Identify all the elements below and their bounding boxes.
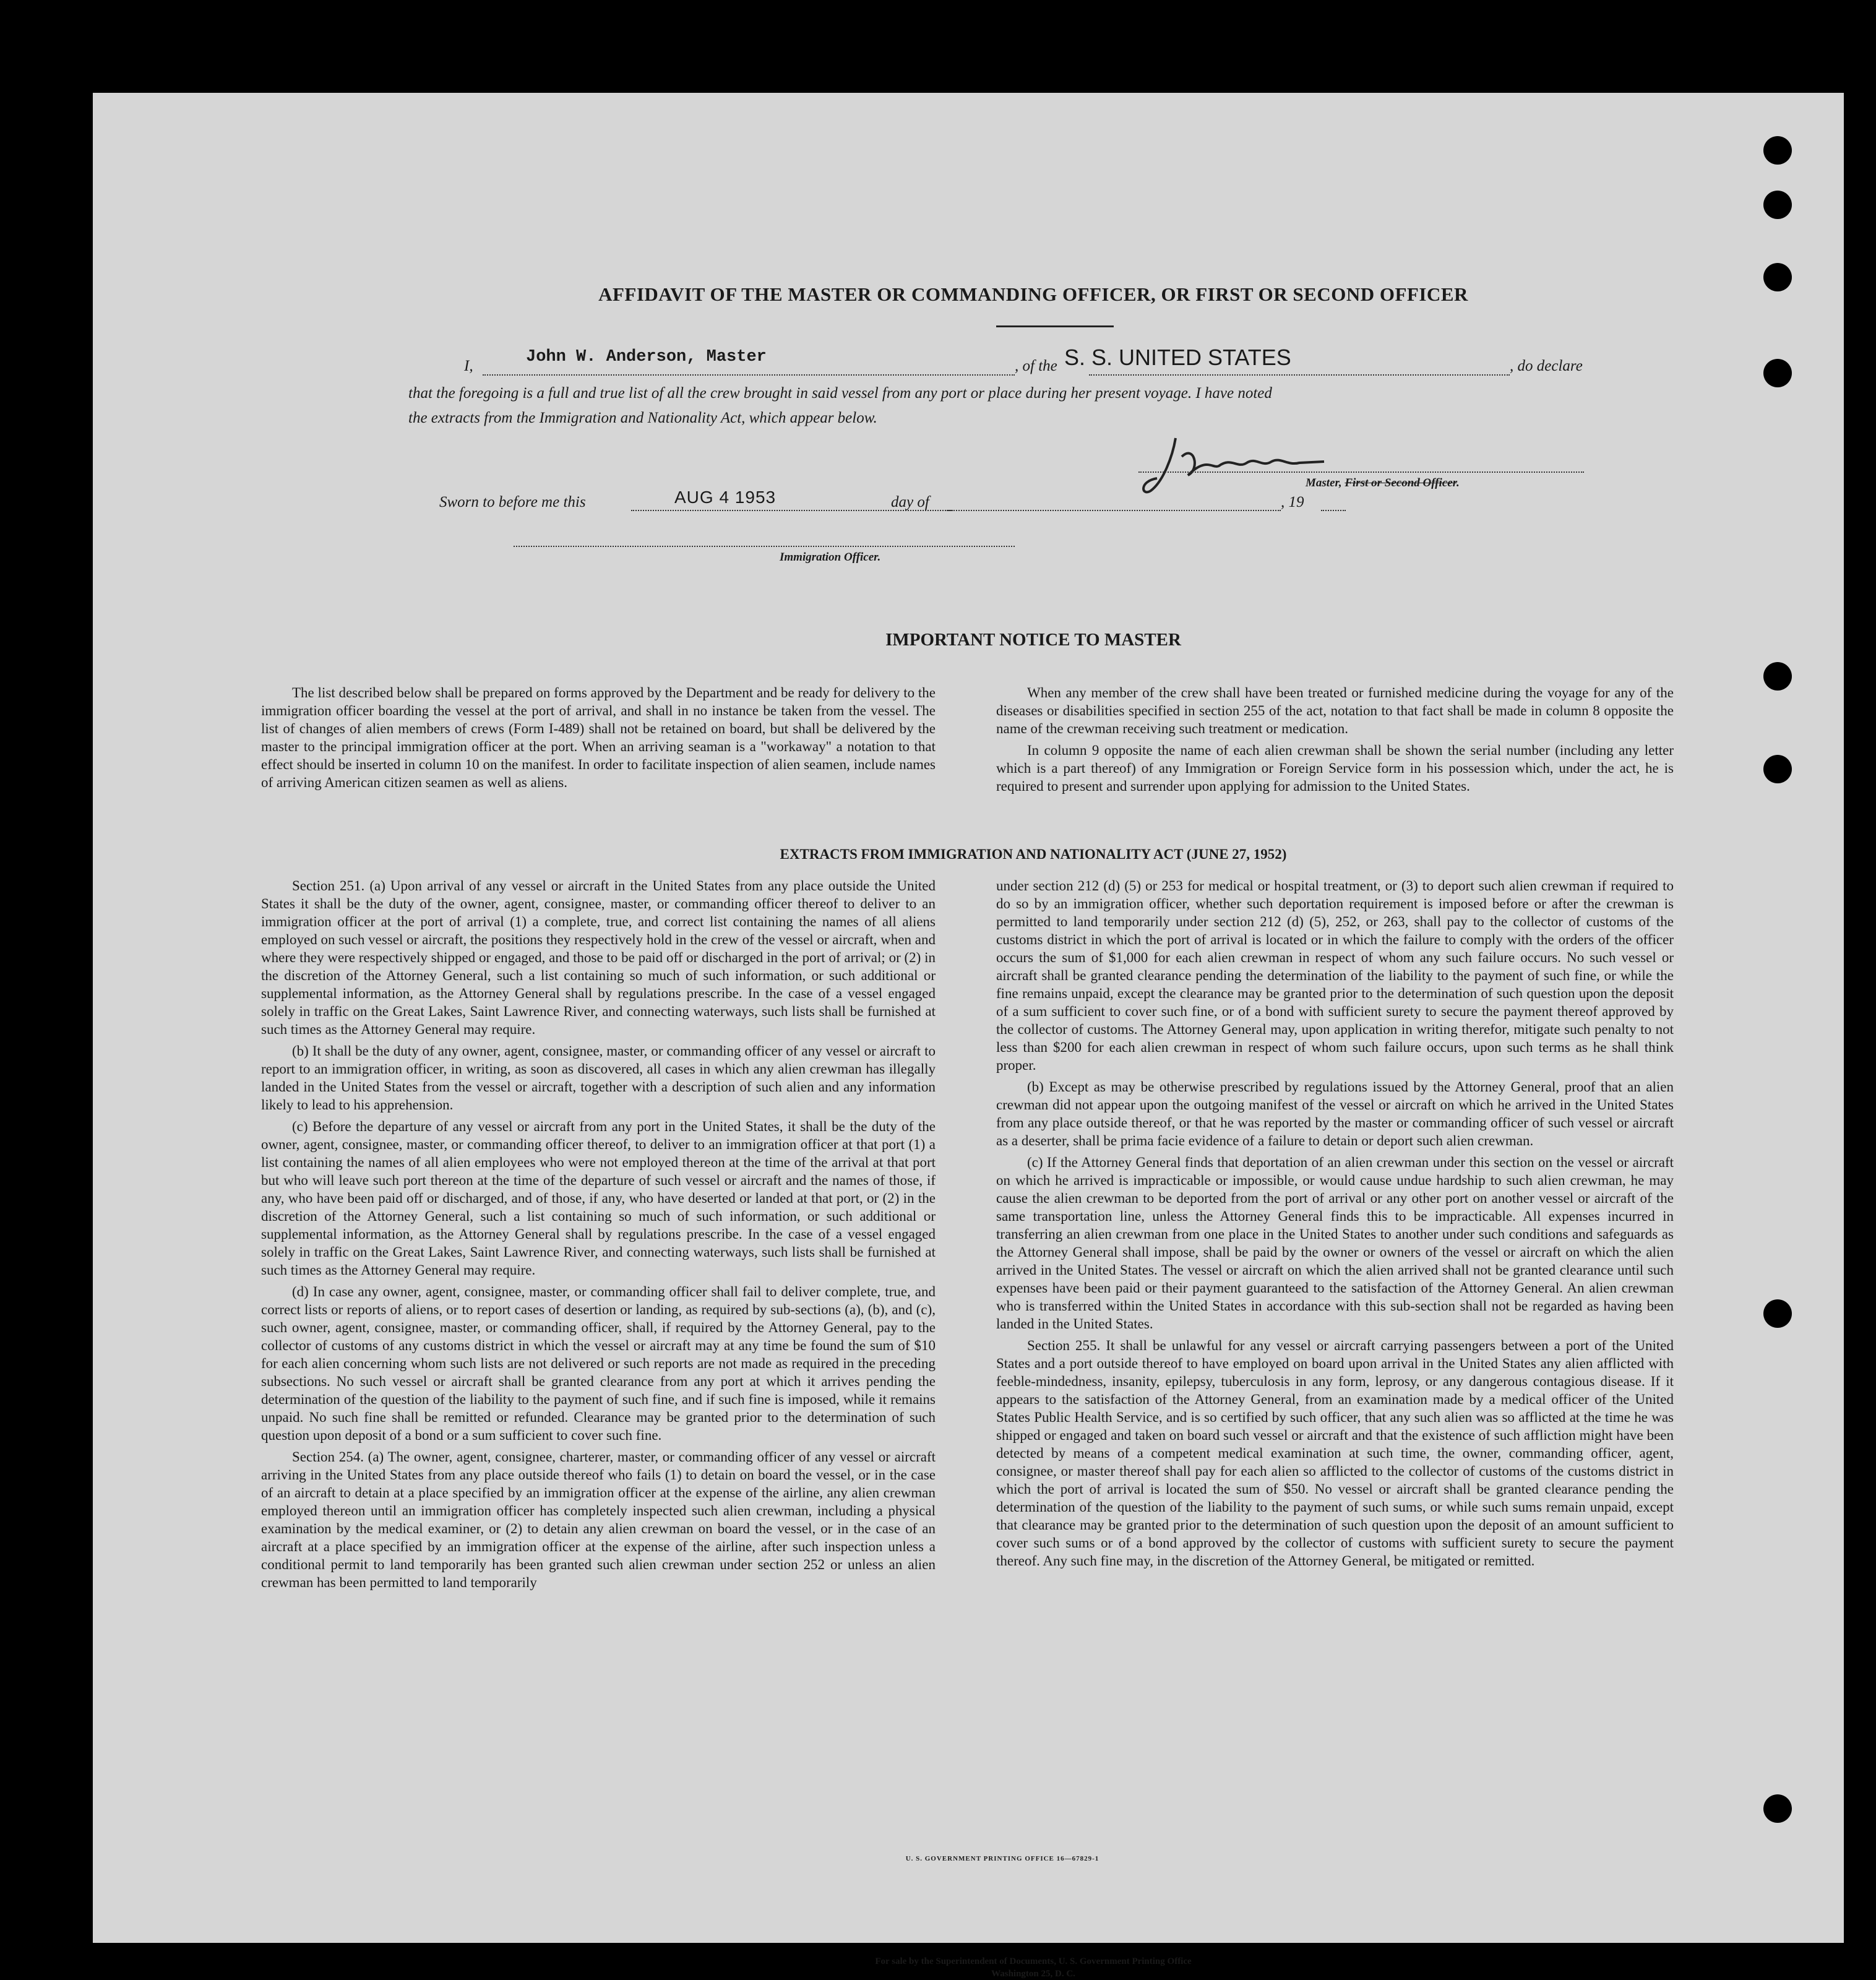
of-the-label: , of the	[1015, 358, 1057, 374]
extracts-left-column	[261, 877, 936, 1595]
signature-fill-line	[1138, 471, 1584, 473]
section-255: Section 255. It shall be unlawful for any vessel or aircraft carrying passengers between a port of the United States and a port outside thereof to have employed on board upon arrival in the United States any alien afflicted with feeble-mindedness, insanity, epilepsy, tuberculosis in any form, leprosy, or any dangerous contagious disease. If it appears to the satisfaction of the Attorney General, from an examination made by a medical officer of the United States Public Health Service, and is so certified by such officer, that any such alien was so afflicted at the time he was shipped or engaged and taken on board such vessel or aircraft and that the existence of such affliction might have been detected by means of a competent medical examination at such time, the owner, commanding officer, agent, consignee, or master thereof shall pay for each alien so afflicted to the collector of customs of the customs district in which the port of arrival is located the sum of $50. No vessel or aircraft shall be granted clearance pending the determination of the question of the liability to the payment of such sums, or while such sums remain unpaid, except that clearance may be granted prior to the determination of such question upon the deposit of an amount sufficient to cover such sums or of a bond approved by the collector of customs with sufficient surety to secure the payment thereof. Any such fine may, in the discretion of the Attorney General, be mitigated or remitted.	[996, 1338, 1674, 1569]
punch-hole	[1763, 1794, 1792, 1823]
statement-line-1: that the foregoing is a full and true list of all the crew brought in said vessel from any port or place during her present voyage. I have noted	[408, 385, 1272, 402]
section-251-d: (d) In case any owner, agent, consignee, master, or commanding officer shall fail to deliver complete, true, and correct lists or reports of aliens, or to report cases of desertion or landing, as required by sub-sections (a), (b), and (c), such owner, agent, consignee, master, or commanding officer, shall, if required by the Attorney General, pay to the collector of customs of any customs district in which the vessel or aircraft may at any time be found the sum of $10 for each alien concerning whom such lists are not delivered or such reports are not made as required in the preceding subsections. No such vessel or aircraft shall be granted clearance from any port at which it arrives pending the determination of the question of the liability to the payment of such fine, and if such fine is imposed, while it remains unpaid. No such fine shall be remitted or refunded. Clearance may be granted prior to the determination of such question upon deposit of a bond or a sum sufficient to cover such fine.	[261, 1284, 936, 1443]
section-254-c: (c) If the Attorney General finds that deportation of an alien crewman under this section on the vessel or aircraft on which he arrived is impracticable or impossible, or would cause undue hardship to such alien crewman, he may cause the alien crewman to be deported from the port of arrival or any other port on another vessel or aircraft of the same transportation line, unless the Attorney General finds this to be impracticable. All expenses incurred in transferring an alien crewman from one place in the United States to another under such conditions and safeguards as the Attorney General shall impose, shall be paid by the owner or owners of the vessel or aircraft on which the alien arrived in the United States. The vessel or aircraft on which the alien arrived shall not be granted clearance until such expenses have been paid or their payment guaranteed to the satisfaction of the Attorney General. An alien crewman who is transferred within the United States in accordance with this sub-section shall not be regarded as having been landed in the United States.	[996, 1155, 1674, 1332]
punch-hole	[1763, 263, 1792, 291]
i-label: I,	[464, 358, 473, 374]
immigration-officer-caption: Immigration Officer.	[780, 551, 881, 564]
master-signature	[1138, 432, 1374, 506]
signer-caption	[1306, 476, 1460, 490]
notice-title: IMPORTANT NOTICE TO MASTER	[885, 630, 1181, 650]
year-fill-line	[1321, 510, 1346, 511]
statement-line-2: the extracts from the Immigration and Nationality Act, which appear below.	[408, 410, 877, 426]
sale-footer-line-1: For sale by the Superintendent of Documents, U. S. Government Printing Office	[875, 1956, 1192, 1966]
affidavit-title: AFFIDAVIT OF THE MASTER OR COMMANDING OFFICER, OR FIRST OR SECOND OFFICER	[598, 283, 1468, 305]
do-declare-label: , do declare	[1510, 358, 1583, 374]
signer-caption-struck: First or Second Officer	[1345, 476, 1457, 489]
section-251-b: (b) It shall be the duty of any owner, agent, consignee, master, or commanding officer of any vessel or aircraft to report to an immigration officer, in writing, as soon as discovered, all cases in which any alien crewman has illegally landed in the United States from the vessel or aircraft, together with a description of such alien and any information likely to lead to his apprehension.	[261, 1043, 936, 1113]
notice-right-paragraph-1: When any member of the crew shall have been treated or furnished medicine during the voyage for any of the diseases or disabilities specified in section 255 of the act, notation to that fact shall be made in column 8 opposite the name of the crewman receiving such treatment or medication.	[996, 685, 1674, 736]
punch-hole	[1763, 662, 1792, 691]
punch-hole	[1763, 755, 1792, 783]
immigration-officer-fill-line	[514, 546, 1015, 547]
signer-caption-end: .	[1456, 476, 1460, 489]
day-of-label: day of	[891, 494, 929, 510]
notice-left-column	[261, 684, 936, 795]
year-prefix: , 19	[1281, 494, 1304, 510]
punch-hole	[1763, 191, 1792, 219]
section-254-a: Section 254. (a) The owner, agent, consignee, charterer, master, or commanding officer of any vessel or aircraft arriving in the United States from any place outside thereof who fails (1) to detain on board the vessel, or in the case of an aircraft to detain at a place specified by an immigration officer at the expense of the airline, any alien crewman employed thereon until an immigration officer has completely inspected such alien crewman, including a physical examination by the medical examiner, or (2) to detain any alien crewman on board the vessel, or in the case of an aircraft at a place specified by an immigration officer at the expense of the airline, after such inspection unless a conditional permit to land temporarily has been granted such alien crewman under section 252 or unless an alien crewman has been permitted to land temporarily	[261, 1449, 936, 1590]
declarant-name: John W. Anderson, Master	[526, 348, 767, 366]
punch-hole	[1763, 359, 1792, 387]
notice-right-column	[996, 684, 1674, 799]
section-254-b: (b) Except as may be otherwise prescribed by regulations issued by the Attorney General, proof that an alien crewman did not appear upon the outgoing manifest of the vessel or aircraft on which he arrived in the United States from any place outside thereof, or that he was reported by the master or commanding officer of such vessel or aircraft as a deserter, shall be prima facie evidence of a failure to detain or deport such alien crewman.	[996, 1079, 1674, 1148]
vessel-name: S. S. UNITED STATES	[1064, 345, 1291, 370]
sworn-label: Sworn to before me this	[439, 494, 586, 510]
vessel-fill-line	[1089, 374, 1510, 376]
day-of-fill-line	[947, 510, 1281, 511]
sale-footer-line-2: Washington 25, D. C.	[991, 1969, 1075, 1979]
document-page	[93, 93, 1844, 1979]
extracts-right-column	[996, 877, 1674, 1573]
gpo-imprint: U. S. GOVERNMENT PRINTING OFFICE 16—67829-1	[905, 1855, 1099, 1862]
section-251-c: (c) Before the departure of any vessel or aircraft from any port in the United States, it shall be the duty of the owner, agent, consignee, master, or commanding officer thereof, to deliver to an immigration officer at that port (1) a list containing the names of all alien employees who were not employed thereon at the time of the arrival at that port but who will leave such port thereon at the time of the departure of such vessel or aircraft and the names of those, if any, who have been paid off or discharged, and of those, if any, who have deserted or landed at that port, or (2) in the discretion of the Attorney General, such a list containing so much of such information, or such additional or supplemental information, as the Attorney General shall by regulations prescribe. In the case of a vessel engaged solely in traffic on the Great Lakes, Saint Lawrence River, and connecting waterways, such lists shall be furnished at such times as the Attorney General may require.	[261, 1119, 936, 1278]
sworn-date-stamp: AUG 4 1953	[674, 488, 777, 507]
extracts-title: EXTRACTS FROM IMMIGRATION AND NATIONALITY ACT (JUNE 27, 1952)	[780, 846, 1287, 862]
notice-left-paragraph: The list described below shall be prepared on forms approved by the Department and be ready for delivery to the immigration officer boarding the vessel at the port of arrival, and shall in no instance be taken from the vessel. The list of changes of alien members of crews (Form I-489) shall not be retained on board, but shall be delivered by the master to the principal immigration officer at the port. When an arriving seaman is a "workaway" a notation to that effect should be inserted in column 10 on the manifest. In order to facilitate inspection of alien seamen, include names of arriving American citizen seamen as well as aliens.	[261, 685, 936, 790]
section-251-a: Section 251. (a) Upon arrival of any vessel or aircraft in the United States from any place outside the United States it shall be the duty of the owner, agent, consignee, master, or commanding officer thereof to deliver to an immigration officer at the port of arrival (1) a complete, true, and correct list containing the names of all aliens employed on such vessel or aircraft, the positions they respectively hold in the crew of the vessel or aircraft, when and where they were respectively shipped or engaged, and those to be paid off or discharged in the port of arrival; or (2) in the discretion of the Attorney General, such a list containing so much of such information, or such additional or supplemental information, as the Attorney General shall by regulations prescribe. In the case of a vessel engaged solely in traffic on the Great Lakes, Saint Lawrence River, and connecting waterways, such lists shall be furnished at such times as the Attorney General may require.	[261, 878, 936, 1037]
declarant-fill-line	[483, 374, 1015, 376]
signer-caption-master: Master,	[1306, 476, 1345, 489]
punch-hole	[1763, 1299, 1792, 1328]
title-rule	[996, 325, 1114, 327]
notice-right-paragraph-2: In column 9 opposite the name of each alien crewman shall be shown the serial number (including any letter which is a part thereof) of any Immigration or Foreign Service form in his possession which, under the act, he is required to present and surrender upon applying for admission to the United States.	[996, 742, 1674, 794]
section-254-a-continued: under section 212 (d) (5) or 253 for medical or hospital treatment, or (3) to deport such alien crewman if required to do so by an immigration officer, whether such deportation requirement is imposed before or after the crewman is permitted to land temporarily under section 212 (d) (5), 252, or 263, shall pay to the collector of customs of the customs district in which the port of arrival is located or in which the failure to comply with the orders of the officer occurs the sum of $1,000 for each alien crewman in respect of whom any such failure occurs. No such vessel or aircraft shall be granted clearance pending the determination of the liability to the payment of such fine, or while the fine remains unpaid, except the clearance may be granted prior to the determination of such question upon the deposit of a sum sufficient to cover such fine, or of a bond with sufficient surety to secure the payment thereof approved by the collector of customs. The Attorney General may, upon application in writing therefor, mitigate such penalty to not less than $200 for each alien crewman in respect of whom such failure occurs, upon such terms as he shall think proper.	[996, 878, 1674, 1073]
punch-hole	[1763, 136, 1792, 165]
sale-footer	[712, 1955, 1355, 1980]
